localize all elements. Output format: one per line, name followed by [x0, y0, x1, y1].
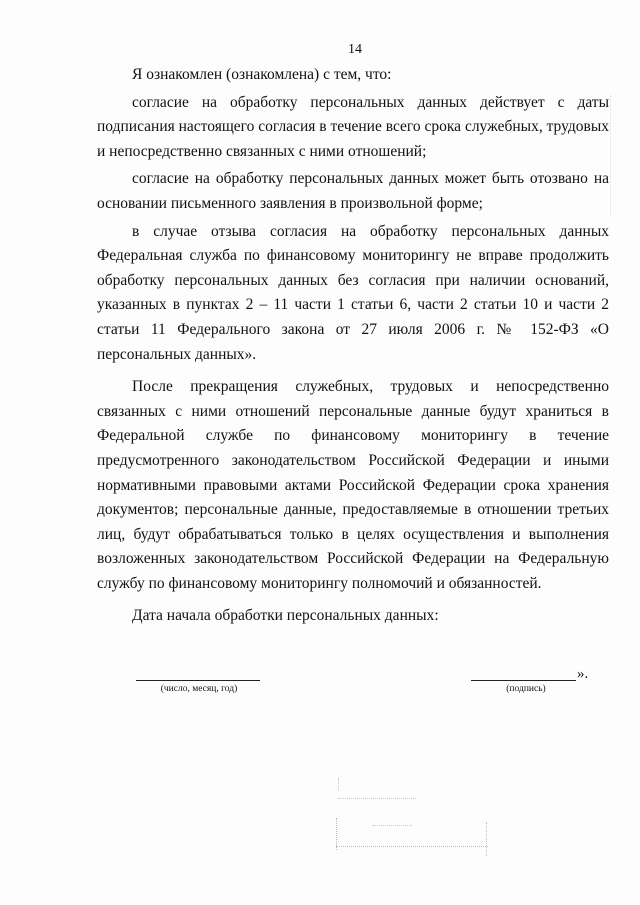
scan-artifact-mark	[338, 798, 416, 799]
paragraph-consent-revocation: согласие на обработку персональных данных может быть отозвано на основании письменного заявления в произвольной форме;	[97, 170, 609, 212]
signature-block	[0, 663, 640, 703]
paragraph-data-retention: После прекращения служебных, трудовых и непосредственно связанных с ними отношений персональные данные будут храниться в Федеральной службе по финансовому мониторингу в течение предусмотренного законодательством Российской Федерации и иными нормативными правовыми актами Российской Федерации срока хранения документов; персональные данные, предоставляемые в отношении третьих лиц, будут обрабатываться только в целях осуществления и выполнения возложенных законодательством Российской Федерации на Федеральную службу по финансовому мониторингу полномочий и обязанностей.	[97, 378, 609, 592]
scan-artifact-mark	[610, 95, 612, 215]
scan-artifact-mark	[336, 846, 488, 847]
date-line[interactable]	[136, 680, 260, 681]
closing-quote: ».	[577, 666, 589, 682]
scan-artifact-mark	[486, 822, 488, 856]
page-number: 14	[348, 42, 362, 57]
paragraph-acknowledgement: Я ознакомлен (ознакомлена) с тем, что:	[132, 66, 392, 83]
paragraph-processing-start-date: Дата начала обработки персональных данных:	[132, 607, 439, 625]
signature-line[interactable]	[471, 680, 576, 681]
paragraph-consent-duration: согласие на обработку персональных данных действует с даты подписания настоящего согласия в течение всего срока служебных, трудовых и непосредственно связанных с ними отношений;	[97, 93, 609, 160]
paragraph-revocation-consequences: в случае отзыва согласия на обработку персональных данных Федеральная служба по финансовому мониторингу не вправе продолжить обработку персональных данных без согласия при наличии оснований, указанных в пунктах 2 – 11 части 1 статьи 6, части 2 статьи 10 и части 2 статьи 11 Федерального закона от 27 июля 2006 г. № 152-ФЗ «О персональных данных».	[97, 222, 609, 363]
date-caption: (число, месяц, год)	[160, 684, 238, 694]
signature-caption: (подпись)	[506, 684, 546, 694]
scan-artifact-mark	[372, 825, 412, 826]
document-body	[97, 63, 609, 629]
scan-artifact-mark	[338, 778, 340, 790]
